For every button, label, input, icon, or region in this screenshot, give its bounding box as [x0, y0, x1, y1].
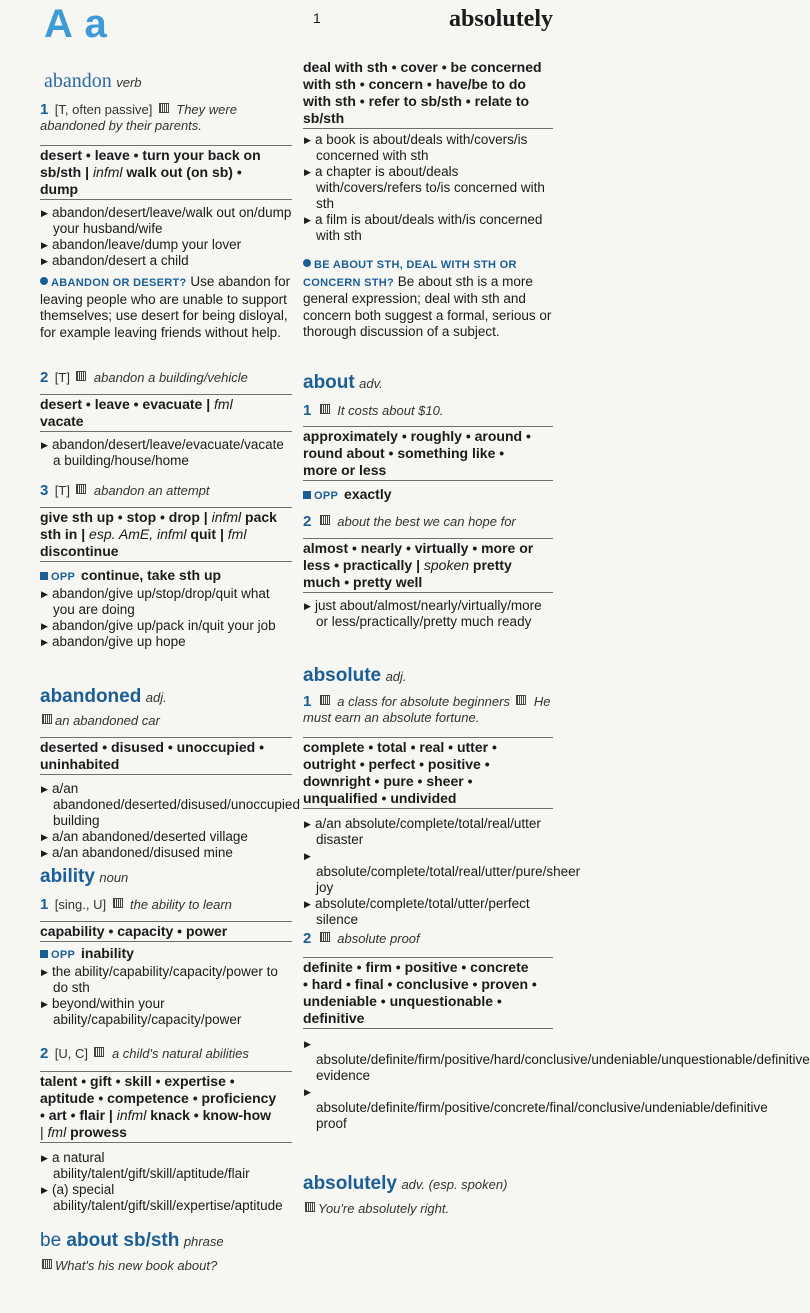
sense-line [40, 1045, 249, 1063]
grammar-label: [U, C] [54, 1046, 89, 1061]
synonym-line: definite • firm • positive • concrete [303, 959, 529, 975]
example-sentence: a class for absolute beginners [337, 694, 510, 709]
example-line [303, 1200, 449, 1218]
phrase-prefix: be [40, 1230, 62, 1251]
synonym-text: desert • leave • evacuate | [40, 396, 215, 412]
synonym-line [40, 164, 292, 181]
sense-number: 1 [303, 402, 312, 419]
collocation-list [40, 1150, 292, 1214]
opposite-icon [40, 950, 48, 958]
entry-abandoned-head [40, 686, 167, 708]
collocation-item: ▶ a natural ability/talent/gift/skill/aptitude/flair [41, 1150, 250, 1181]
example-sentence: the ability to learn [130, 897, 232, 912]
opposite-label: OPP [51, 571, 76, 583]
collocation-text: abandon/desert a child [52, 253, 189, 268]
synonym-text: sth in | [40, 526, 90, 542]
headword: ability [40, 866, 95, 887]
example-icon [42, 1259, 52, 1269]
synonym-line [303, 557, 553, 574]
collocation-text: abandon/desert/leave/walk out on/dump your husband/wife [52, 205, 292, 236]
synonym-line: sb/sth [303, 110, 345, 126]
register-label: esp. AmE, infml [89, 526, 187, 542]
collocation-item: ▶ a/an abandoned/deserted/disused/unoccupied building [41, 781, 300, 828]
example-icon [42, 714, 52, 724]
register-label: infml [116, 1107, 147, 1123]
synonym-block [303, 58, 553, 129]
collocation-item: ▶ absolute/complete/total/utter/perfect silence [304, 896, 530, 927]
collocation-item: ▶ beyond/within your ability/capability/capacity/power [41, 996, 242, 1027]
synonym-line: dump [40, 181, 79, 197]
grammar-label: [T, often passive] [54, 102, 153, 117]
synonym-block [40, 737, 292, 775]
sense-number: 1 [40, 896, 49, 913]
collocation-item: ▶ abandon/leave/dump your lover [41, 237, 242, 252]
synonym-text: | [40, 1124, 48, 1140]
sense-line [40, 896, 232, 914]
example-icon [320, 404, 330, 414]
info-icon [303, 259, 311, 267]
grammar-label: [T] [54, 483, 70, 498]
sense-line [40, 369, 248, 387]
example-line [40, 712, 160, 730]
opposite-text: continue, take sth up [81, 567, 222, 583]
sense-number: 1 [303, 693, 312, 710]
synonym-line [40, 396, 292, 413]
collocation-text: a/an absolute/complete/total/real/utter disaster [315, 816, 541, 847]
example-sentence: They were abandoned by their parents. [40, 102, 237, 133]
entry-absolute-head [303, 665, 407, 687]
collocation-item: ▶ a/an abandoned/deserted village [41, 829, 248, 844]
entry-be-about-head [40, 1230, 224, 1252]
synonym-line: unqualified • undivided [303, 790, 457, 806]
example-icon [320, 695, 330, 705]
synonym-line: discontinue [40, 543, 119, 559]
collocation-item: ▶ (a) special ability/talent/gift/skill/expertise/aptitude [41, 1182, 283, 1213]
register-label: spoken [423, 557, 470, 573]
sense-line [40, 482, 210, 500]
sense-number: 2 [40, 1045, 49, 1062]
synonym-block [40, 394, 292, 432]
opposite-text: inability [81, 945, 134, 961]
example-sentence: He must earn an absolute fortune. [303, 694, 551, 725]
synonym-block [303, 426, 553, 481]
opposite-label: OPP [51, 949, 76, 961]
note-text: Use abandon for leaving people who are unable to support themselves; use desert for being disloyal, for example leaving friends without help. [40, 274, 291, 340]
part-of-speech: adv. (esp. spoken) [401, 1177, 508, 1192]
opposite-label: OPP [314, 490, 339, 502]
register-label: fml [47, 1124, 67, 1140]
synonym-line: deal with sth • cover • be concerned [303, 59, 542, 75]
synonym-text: less • practically | [303, 557, 424, 573]
page-number: 1 [313, 10, 321, 26]
collocation-item: ▶ abandon/desert/leave/evacuate/vacate a building/house/home [41, 437, 284, 468]
synonym-text: prowess [66, 1124, 127, 1140]
collocation-text: (a) special ability/talent/gift/skill/expertise/aptitude [52, 1182, 283, 1213]
collocation-list [40, 781, 300, 861]
entry-absolutely-head [303, 1173, 507, 1195]
register-label: fml [214, 396, 233, 412]
section-letter: A a [44, 2, 108, 46]
part-of-speech: adj. [385, 669, 407, 684]
synonym-text: walk out (on sb) • [122, 164, 242, 180]
headword: abandoned [40, 686, 142, 707]
sense-line [40, 102, 292, 134]
collocation-text: absolute/definite/firm/positive/hard/conclusive/undeniable/unquestionable/definitive evidence [316, 1052, 810, 1083]
synonym-text: pack [241, 509, 277, 525]
synonym-line [40, 1124, 292, 1141]
headword: absolute [303, 665, 382, 686]
synonym-line: capability • capacity • power [40, 923, 228, 939]
sense-number: 2 [303, 930, 312, 947]
synonym-line: definitive [303, 1010, 365, 1026]
synonym-block [40, 507, 292, 562]
example-icon [159, 103, 169, 113]
synonym-line: undeniable • unquestionable • [303, 993, 502, 1009]
collocation-text: abandon/give up/stop/drop/quit what you are doing [52, 586, 270, 617]
example-icon [76, 371, 86, 381]
synonym-line: round about • something like • [303, 445, 505, 461]
synonym-line [40, 526, 292, 543]
synonym-line: much • pretty well [303, 574, 423, 590]
opposite-icon [40, 572, 48, 580]
headword: about sb/sth [66, 1230, 180, 1251]
part-of-speech: adj. [145, 690, 167, 705]
collocation-text: absolute/complete/total/real/utter/pure/sheer joy [316, 864, 581, 895]
synonym-block [40, 1071, 292, 1143]
collocation-text: a book is about/deals with/covers/is concerned with sth [315, 132, 528, 163]
opposite-line [40, 945, 134, 961]
collocation-item: ▶ the ability/capability/capacity/power to do sth [41, 964, 278, 995]
sense-number: 3 [40, 482, 49, 499]
collocation-item: ▶ a film is about/deals with/is concerned with sth [304, 212, 543, 243]
synonym-line [40, 509, 292, 526]
synonym-line: downright • pure • sheer • [303, 773, 473, 789]
example-icon [320, 515, 330, 525]
synonym-line: aptitude • competence • proficiency [40, 1090, 277, 1106]
collocation-list [303, 132, 553, 244]
example-icon [113, 898, 123, 908]
synonym-line: with sth • refer to sb/sth • relate to [303, 93, 530, 109]
collocation-list [40, 437, 292, 469]
collocation-list [303, 598, 553, 630]
example-sentence: You're absolutely right. [318, 1201, 450, 1216]
example-sentence: What's his new book about? [55, 1258, 218, 1273]
sense-line [303, 694, 553, 726]
collocation-item: ▶ a/an absolute/complete/total/real/utter disaster [304, 816, 541, 847]
synonym-line: with sth • concern • have/be to do [303, 76, 526, 92]
collocation-list [40, 964, 292, 1028]
example-sentence: abandon a building/vehicle [93, 370, 248, 385]
part-of-speech: noun [99, 870, 129, 885]
collocation-text: just about/almost/nearly/virtually/more or less/practically/pretty much ready [315, 598, 542, 629]
example-sentence: an abandoned car [55, 713, 160, 728]
synonym-line: uninhabited [40, 756, 120, 772]
collocation-item: ▶ a chapter is about/deals with/covers/refers to/is concerned with sth [304, 164, 545, 211]
collocation-item: ▶ abandon/desert a child [41, 253, 189, 268]
example-sentence: absolute proof [337, 931, 420, 946]
example-icon [305, 1202, 315, 1212]
sense-number: 1 [40, 101, 49, 118]
part-of-speech: phrase [183, 1234, 224, 1249]
example-line [40, 1257, 217, 1275]
synonym-block [303, 957, 553, 1029]
headword: absolutely [303, 1173, 397, 1194]
collocation-text: abandon/give up hope [52, 634, 186, 649]
example-sentence: about the best we can hope for [337, 514, 516, 529]
example-icon [516, 695, 526, 705]
opposite-line [303, 486, 392, 502]
collocation-text: a film is about/deals with/is concerned with sth [315, 212, 543, 243]
collocation-text: the ability/capability/capacity/power to do sth [52, 964, 278, 995]
collocation-item: ▶ abandon/give up/pack in/quit your job [41, 618, 276, 633]
synonym-text: quit | [186, 526, 228, 542]
synonym-line: approximately • roughly • around • [303, 428, 531, 444]
grammar-label: [sing., U] [54, 897, 107, 912]
synonym-text: pretty [469, 557, 512, 573]
register-label: fml [227, 526, 247, 542]
collocation-text: abandon/give up/pack in/quit your job [52, 618, 276, 633]
synonym-line: complete • total • real • utter • [303, 739, 497, 755]
collocation-text: a/an abandoned/deserted/disused/unoccupied building [52, 781, 300, 828]
synonym-line: talent • gift • skill • expertise • [40, 1073, 235, 1089]
synonym-text: knack • know-how [146, 1107, 272, 1123]
collocation-list [40, 586, 292, 650]
collocation-list [303, 1036, 810, 1132]
synonym-line: outright • perfect • positive • [303, 756, 490, 772]
synonym-line: • hard • final • conclusive • proven • [303, 976, 537, 992]
entry-ability-head [40, 866, 128, 888]
collocation-item: ▶ a book is about/deals with/covers/is concerned with sth [304, 132, 528, 163]
note-caption: ABANDON OR DESERT? [51, 277, 187, 289]
note-text: Be about sth is a more general expression; deal with sth and concern both suggest a formal, serious or thorough discussion of a subject. [303, 273, 552, 339]
collocation-text: absolute/definite/firm/positive/concrete/final/conclusive/undeniable/definitive proof [316, 1100, 768, 1131]
synonym-text: • art • flair | [40, 1107, 117, 1123]
collocation-item: ▶absolute/definite/firm/positive/concrete/final/conclusive/undeniable/definitive proof [304, 1087, 768, 1131]
synonym-line [40, 1107, 292, 1124]
synonym-text: sb/sth | [40, 164, 93, 180]
usage-note [40, 274, 292, 341]
collocation-item: ▶absolute/definite/firm/positive/hard/conclusive/undeniable/unquestionable/definitive evidence [304, 1039, 810, 1083]
synonym-text: give sth up • stop • drop | [40, 509, 212, 525]
collocation-item: ▶ just about/almost/nearly/virtually/more or less/practically/pretty much ready [304, 598, 542, 629]
opposite-text: exactly [344, 486, 392, 502]
synonym-line: vacate [40, 413, 84, 429]
collocation-text: a natural ability/talent/gift/skill/aptitude/flair [52, 1150, 250, 1181]
part-of-speech: verb [116, 75, 142, 90]
collocation-text: a chapter is about/deals with/covers/refers to/is concerned with sth [315, 164, 545, 211]
headword: abandon [44, 70, 112, 92]
guide-word: absolutely [448, 6, 553, 32]
collocation-item: ▶ abandon/give up/stop/drop/quit what you are doing [41, 586, 270, 617]
example-icon [320, 932, 330, 942]
example-sentence: It costs about $10. [337, 403, 444, 418]
collocation-text: abandon/leave/dump your lover [52, 237, 242, 252]
sense-line [303, 930, 420, 948]
synonym-block [303, 737, 553, 809]
entry-about-head [303, 372, 383, 394]
info-icon [40, 277, 48, 285]
synonym-block [40, 145, 292, 200]
collocation-list [40, 205, 292, 269]
sense-number: 2 [303, 513, 312, 530]
collocation-item: ▶ abandon/give up hope [41, 634, 186, 649]
usage-note [303, 256, 553, 341]
collocation-text: a/an abandoned/disused mine [52, 845, 233, 860]
sense-number: 2 [40, 369, 49, 386]
collocation-list [303, 816, 581, 928]
collocation-item: ▶absolute/complete/total/real/utter/pure/sheer joy [304, 851, 581, 895]
synonym-line: desert • leave • turn your back on [40, 147, 261, 163]
synonym-block [40, 921, 292, 942]
headword: about [303, 372, 355, 393]
example-icon [76, 484, 86, 494]
part-of-speech: adv. [359, 376, 383, 391]
register-label: infml [92, 164, 123, 180]
collocation-text: abandon/desert/leave/evacuate/vacate a building/house/home [52, 437, 284, 468]
note-caption: BE ABOUT STH, DEAL WITH STH OR CONCERN STH? [303, 259, 517, 289]
collocation-text: absolute/complete/total/utter/perfect silence [315, 896, 530, 927]
collocation-text: a/an abandoned/deserted village [52, 829, 248, 844]
collocation-item: ▶ abandon/desert/leave/walk out on/dump your husband/wife [41, 205, 292, 236]
example-sentence: a child's natural abilities [111, 1046, 249, 1061]
synonym-line: deserted • disused • unoccupied • [40, 739, 264, 755]
entry-abandon-head [44, 70, 142, 93]
synonym-line: more or less [303, 462, 387, 478]
example-sentence: abandon an attempt [93, 483, 210, 498]
opposite-icon [303, 491, 311, 499]
collocation-item: ▶ a/an abandoned/disused mine [41, 845, 233, 860]
synonym-line: almost • nearly • virtually • more or [303, 540, 534, 556]
register-label: infml [211, 509, 242, 525]
sense-line [303, 402, 443, 420]
example-icon [94, 1047, 104, 1057]
synonym-block [303, 538, 553, 593]
collocation-text: beyond/within your ability/capability/capacity/power [52, 996, 242, 1027]
opposite-line [40, 567, 221, 583]
sense-line [303, 513, 516, 531]
grammar-label: [T] [54, 370, 70, 385]
